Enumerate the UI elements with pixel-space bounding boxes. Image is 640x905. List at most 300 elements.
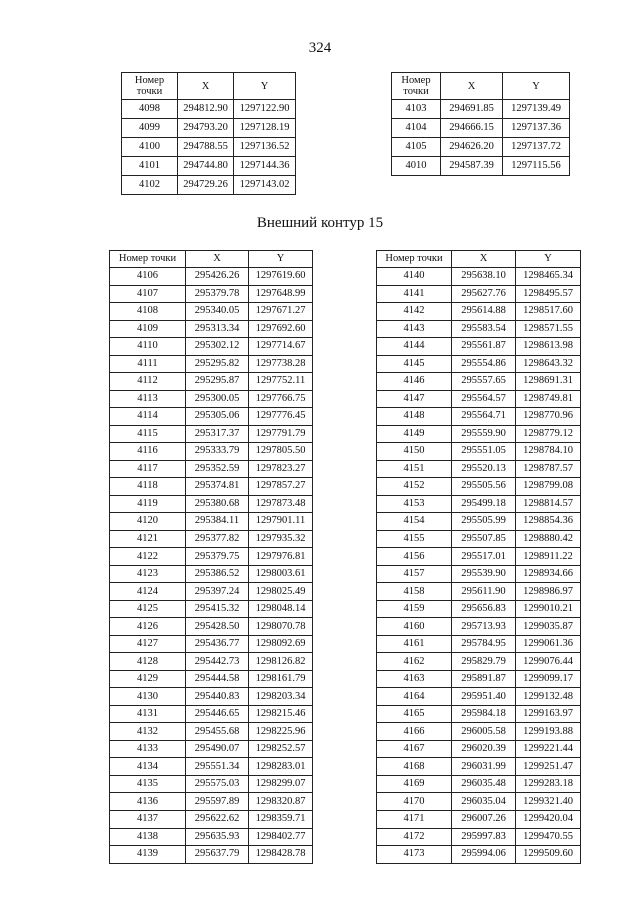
y-cell: 1297648.99 bbox=[249, 285, 313, 303]
table-row bbox=[110, 723, 313, 741]
point-number-cell: 4133 bbox=[110, 740, 186, 758]
table-row bbox=[110, 793, 313, 811]
y-cell: 1297136.52 bbox=[234, 138, 296, 157]
y-cell: 1297766.75 bbox=[249, 390, 313, 408]
table-row bbox=[110, 285, 313, 303]
point-number-cell: 4136 bbox=[110, 793, 186, 811]
y-cell: 1298126.82 bbox=[249, 653, 313, 671]
x-cell: 295379.75 bbox=[186, 548, 249, 566]
x-cell: 295637.79 bbox=[186, 846, 249, 864]
point-number-cell: 4109 bbox=[110, 320, 186, 338]
point-number-cell: 4141 bbox=[377, 285, 452, 303]
y-cell: 1298691.31 bbox=[516, 373, 581, 391]
y-cell: 1297873.48 bbox=[249, 495, 313, 513]
y-cell: 1297976.81 bbox=[249, 548, 313, 566]
y-cell: 1297791.79 bbox=[249, 425, 313, 443]
x-cell: 295305.06 bbox=[186, 408, 249, 426]
point-number-header: Номер точки bbox=[122, 73, 178, 100]
y-cell: 1298799.08 bbox=[516, 478, 581, 496]
table-row bbox=[377, 583, 581, 601]
table-row bbox=[110, 740, 313, 758]
y-cell: 1297619.60 bbox=[249, 268, 313, 286]
point-number-cell: 4115 bbox=[110, 425, 186, 443]
point-number-cell: 4149 bbox=[377, 425, 452, 443]
y-cell: 1298787.57 bbox=[516, 460, 581, 478]
y-cell: 1299010.21 bbox=[516, 600, 581, 618]
point-number-cell: 4154 bbox=[377, 513, 452, 531]
y-cell: 1299470.55 bbox=[516, 828, 581, 846]
y-cell: 1298025.49 bbox=[249, 583, 313, 601]
y-cell: 1298517.60 bbox=[516, 303, 581, 321]
point-number-header: Номер точки bbox=[110, 251, 186, 268]
x-cell: 295490.07 bbox=[186, 740, 249, 758]
x-cell: 295517.01 bbox=[452, 548, 516, 566]
x-cell: 295352.59 bbox=[186, 460, 249, 478]
y-cell: 1298770.96 bbox=[516, 408, 581, 426]
point-number-cell: 4122 bbox=[110, 548, 186, 566]
y-cell: 1298203.34 bbox=[249, 688, 313, 706]
y-cell: 1299061.36 bbox=[516, 635, 581, 653]
point-number-cell: 4162 bbox=[377, 653, 452, 671]
section-title: Внешний контур 15 bbox=[256, 215, 384, 231]
x-cell: 295340.05 bbox=[186, 303, 249, 321]
x-cell: 296005.58 bbox=[452, 723, 516, 741]
y-cell: 1297805.50 bbox=[249, 443, 313, 461]
x-cell: 295505.99 bbox=[452, 513, 516, 531]
y-cell: 1298359.71 bbox=[249, 810, 313, 828]
table-row bbox=[377, 565, 581, 583]
table-row bbox=[110, 846, 313, 864]
point-number-cell: 4172 bbox=[377, 828, 452, 846]
point-number-cell: 4132 bbox=[110, 723, 186, 741]
table-row bbox=[110, 443, 313, 461]
y-cell: 1297144.36 bbox=[234, 157, 296, 176]
table-row bbox=[377, 355, 581, 373]
table-row bbox=[122, 100, 296, 119]
point-number-cell: 4144 bbox=[377, 338, 452, 356]
x-cell: 295436.77 bbox=[186, 635, 249, 653]
point-number-cell: 4111 bbox=[110, 355, 186, 373]
point-number-cell: 4131 bbox=[110, 705, 186, 723]
x-cell: 296020.39 bbox=[452, 740, 516, 758]
point-number-cell: 4113 bbox=[110, 390, 186, 408]
x-cell: 295415.32 bbox=[186, 600, 249, 618]
x-cell: 295444.58 bbox=[186, 670, 249, 688]
x-cell: 295377.82 bbox=[186, 530, 249, 548]
table-row bbox=[110, 268, 313, 286]
point-number-cell: 4148 bbox=[377, 408, 452, 426]
x-cell: 295397.24 bbox=[186, 583, 249, 601]
y-cell: 1298934.66 bbox=[516, 565, 581, 583]
table-row bbox=[122, 157, 296, 176]
point-number-header: Номер точки bbox=[392, 73, 441, 100]
y-cell: 1297137.72 bbox=[503, 138, 570, 157]
point-number-cell: 4119 bbox=[110, 495, 186, 513]
point-number-cell: 4102 bbox=[122, 176, 178, 195]
y-cell: 1297738.28 bbox=[249, 355, 313, 373]
x-cell: 295317.37 bbox=[186, 425, 249, 443]
y-cell: 1298571.55 bbox=[516, 320, 581, 338]
table-row bbox=[110, 775, 313, 793]
point-number-cell: 4147 bbox=[377, 390, 452, 408]
point-number-cell: 4169 bbox=[377, 775, 452, 793]
point-number-cell: 4167 bbox=[377, 740, 452, 758]
x-cell: 294788.55 bbox=[178, 138, 234, 157]
x-cell: 295333.79 bbox=[186, 443, 249, 461]
x-cell: 294626.20 bbox=[441, 138, 503, 157]
x-cell: 295559.90 bbox=[452, 425, 516, 443]
point-number-cell: 4143 bbox=[377, 320, 452, 338]
y-cell: 1298814.57 bbox=[516, 495, 581, 513]
y-cell: 1298252.57 bbox=[249, 740, 313, 758]
x-cell: 295561.87 bbox=[452, 338, 516, 356]
point-number-cell: 4137 bbox=[110, 810, 186, 828]
table-row bbox=[377, 600, 581, 618]
table-row bbox=[377, 408, 581, 426]
table-row bbox=[377, 705, 581, 723]
table-row bbox=[377, 828, 581, 846]
x-cell: 294744.80 bbox=[178, 157, 234, 176]
point-number-cell: 4127 bbox=[110, 635, 186, 653]
point-number-cell: 4166 bbox=[377, 723, 452, 741]
point-number-cell: 4134 bbox=[110, 758, 186, 776]
x-cell: 296035.48 bbox=[452, 775, 516, 793]
x-header: X bbox=[452, 251, 516, 268]
x-cell: 294729.26 bbox=[178, 176, 234, 195]
x-cell: 295442.73 bbox=[186, 653, 249, 671]
table-row bbox=[377, 635, 581, 653]
y-cell: 1299035.87 bbox=[516, 618, 581, 636]
table-row bbox=[377, 653, 581, 671]
y-cell: 1298225.96 bbox=[249, 723, 313, 741]
y-cell: 1298854.36 bbox=[516, 513, 581, 531]
x-cell: 295440.83 bbox=[186, 688, 249, 706]
y-cell: 1297128.19 bbox=[234, 119, 296, 138]
y-cell: 1298613.98 bbox=[516, 338, 581, 356]
table-row bbox=[377, 460, 581, 478]
table-row bbox=[110, 688, 313, 706]
y-cell: 1298215.46 bbox=[249, 705, 313, 723]
point-number-cell: 4103 bbox=[392, 100, 441, 119]
table-row bbox=[377, 723, 581, 741]
y-header: Y bbox=[249, 251, 313, 268]
x-header: X bbox=[186, 251, 249, 268]
x-cell: 295446.65 bbox=[186, 705, 249, 723]
x-cell: 295300.05 bbox=[186, 390, 249, 408]
y-cell: 1298779.12 bbox=[516, 425, 581, 443]
x-cell: 295557.65 bbox=[452, 373, 516, 391]
y-cell: 1299420.04 bbox=[516, 810, 581, 828]
table-row bbox=[110, 390, 313, 408]
x-cell: 295627.76 bbox=[452, 285, 516, 303]
table-row bbox=[377, 303, 581, 321]
x-cell: 295520.13 bbox=[452, 460, 516, 478]
y-cell: 1297139.49 bbox=[503, 100, 570, 119]
point-number-cell: 4117 bbox=[110, 460, 186, 478]
y-cell: 1299321.40 bbox=[516, 793, 581, 811]
point-number-cell: 4163 bbox=[377, 670, 452, 688]
x-cell: 295994.06 bbox=[452, 846, 516, 864]
x-cell: 295614.88 bbox=[452, 303, 516, 321]
y-cell: 1298784.10 bbox=[516, 443, 581, 461]
y-cell: 1297714.67 bbox=[249, 338, 313, 356]
x-cell: 295455.68 bbox=[186, 723, 249, 741]
table-row bbox=[377, 618, 581, 636]
point-number-cell: 4123 bbox=[110, 565, 186, 583]
table-row bbox=[377, 373, 581, 391]
x-cell: 295499.18 bbox=[452, 495, 516, 513]
x-cell: 295597.89 bbox=[186, 793, 249, 811]
x-cell: 295539.90 bbox=[452, 565, 516, 583]
table-row bbox=[110, 705, 313, 723]
table-row bbox=[110, 583, 313, 601]
table-row bbox=[110, 670, 313, 688]
point-number-cell: 4010 bbox=[392, 157, 441, 176]
table-row bbox=[110, 338, 313, 356]
x-cell: 296007.26 bbox=[452, 810, 516, 828]
x-cell: 296031.99 bbox=[452, 758, 516, 776]
y-cell: 1297776.45 bbox=[249, 408, 313, 426]
y-cell: 1299509.60 bbox=[516, 846, 581, 864]
header-row bbox=[392, 73, 570, 100]
point-number-cell: 4145 bbox=[377, 355, 452, 373]
table-row bbox=[110, 758, 313, 776]
point-number-cell: 4125 bbox=[110, 600, 186, 618]
point-number-cell: 4168 bbox=[377, 758, 452, 776]
contour-left-table bbox=[109, 250, 313, 864]
y-cell: 1298003.61 bbox=[249, 565, 313, 583]
x-cell: 295575.03 bbox=[186, 775, 249, 793]
x-cell: 295384.11 bbox=[186, 513, 249, 531]
table-row bbox=[392, 119, 570, 138]
table-row bbox=[377, 530, 581, 548]
header-row bbox=[122, 73, 296, 100]
x-cell: 295295.82 bbox=[186, 355, 249, 373]
point-number-cell: 4116 bbox=[110, 443, 186, 461]
table-row bbox=[110, 303, 313, 321]
point-number-cell: 4152 bbox=[377, 478, 452, 496]
table-row bbox=[110, 408, 313, 426]
table-row bbox=[122, 176, 296, 195]
table-row bbox=[377, 513, 581, 531]
x-cell: 294793.20 bbox=[178, 119, 234, 138]
point-number-cell: 4114 bbox=[110, 408, 186, 426]
point-number-cell: 4104 bbox=[392, 119, 441, 138]
point-number-cell: 4153 bbox=[377, 495, 452, 513]
x-cell: 295713.93 bbox=[452, 618, 516, 636]
point-number-cell: 4155 bbox=[377, 530, 452, 548]
point-number-cell: 4173 bbox=[377, 846, 452, 864]
x-cell: 295505.56 bbox=[452, 478, 516, 496]
x-cell: 295784.95 bbox=[452, 635, 516, 653]
x-cell: 295583.54 bbox=[452, 320, 516, 338]
table-row bbox=[377, 478, 581, 496]
y-header: Y bbox=[234, 73, 296, 100]
x-cell: 295302.12 bbox=[186, 338, 249, 356]
point-number-cell: 4118 bbox=[110, 478, 186, 496]
point-number-cell: 4161 bbox=[377, 635, 452, 653]
table-row bbox=[377, 268, 581, 286]
y-header: Y bbox=[516, 251, 581, 268]
y-cell: 1299099.17 bbox=[516, 670, 581, 688]
point-number-cell: 4164 bbox=[377, 688, 452, 706]
point-number-cell: 4138 bbox=[110, 828, 186, 846]
x-cell: 295507.85 bbox=[452, 530, 516, 548]
point-number-cell: 4100 bbox=[122, 138, 178, 157]
table-row bbox=[122, 138, 296, 157]
x-cell: 295313.34 bbox=[186, 320, 249, 338]
point-number-cell: 4146 bbox=[377, 373, 452, 391]
x-cell: 295379.78 bbox=[186, 285, 249, 303]
header-row bbox=[377, 251, 581, 268]
table-row bbox=[377, 758, 581, 776]
x-cell: 295554.86 bbox=[452, 355, 516, 373]
table-row bbox=[377, 495, 581, 513]
table-row bbox=[377, 670, 581, 688]
x-cell: 295656.83 bbox=[452, 600, 516, 618]
point-number-cell: 4160 bbox=[377, 618, 452, 636]
table-row bbox=[110, 320, 313, 338]
x-cell: 295829.79 bbox=[452, 653, 516, 671]
point-number-cell: 4110 bbox=[110, 338, 186, 356]
y-cell: 1299076.44 bbox=[516, 653, 581, 671]
y-cell: 1298283.01 bbox=[249, 758, 313, 776]
table-row bbox=[110, 460, 313, 478]
x-header: X bbox=[441, 73, 503, 100]
point-number-cell: 4157 bbox=[377, 565, 452, 583]
y-cell: 1298402.77 bbox=[249, 828, 313, 846]
y-cell: 1297901.11 bbox=[249, 513, 313, 531]
y-cell: 1299193.88 bbox=[516, 723, 581, 741]
table-row bbox=[110, 355, 313, 373]
y-cell: 1297752.11 bbox=[249, 373, 313, 391]
table-row bbox=[392, 157, 570, 176]
point-number-cell: 4165 bbox=[377, 705, 452, 723]
point-number-cell: 4105 bbox=[392, 138, 441, 157]
table-row bbox=[110, 828, 313, 846]
y-cell: 1299221.44 bbox=[516, 740, 581, 758]
y-header: Y bbox=[503, 73, 570, 100]
table-row bbox=[377, 810, 581, 828]
point-number-cell: 4128 bbox=[110, 653, 186, 671]
table-row bbox=[377, 425, 581, 443]
y-cell: 1298070.78 bbox=[249, 618, 313, 636]
x-cell: 295635.93 bbox=[186, 828, 249, 846]
y-cell: 1297122.90 bbox=[234, 100, 296, 119]
point-number-cell: 4126 bbox=[110, 618, 186, 636]
x-cell: 294812.90 bbox=[178, 100, 234, 119]
y-cell: 1298749.81 bbox=[516, 390, 581, 408]
x-cell: 295638.10 bbox=[452, 268, 516, 286]
x-header: X bbox=[178, 73, 234, 100]
point-number-cell: 4120 bbox=[110, 513, 186, 531]
y-cell: 1298643.32 bbox=[516, 355, 581, 373]
y-cell: 1297857.27 bbox=[249, 478, 313, 496]
x-cell: 295984.18 bbox=[452, 705, 516, 723]
y-cell: 1298092.69 bbox=[249, 635, 313, 653]
point-number-cell: 4121 bbox=[110, 530, 186, 548]
point-number-cell: 4171 bbox=[377, 810, 452, 828]
x-cell: 295551.34 bbox=[186, 758, 249, 776]
point-number-cell: 4099 bbox=[122, 119, 178, 138]
point-number-header: Номер точки bbox=[377, 251, 452, 268]
point-number-cell: 4139 bbox=[110, 846, 186, 864]
y-cell: 1298320.87 bbox=[249, 793, 313, 811]
point-number-cell: 4106 bbox=[110, 268, 186, 286]
page-number: 324 bbox=[308, 40, 332, 56]
x-cell: 295564.57 bbox=[452, 390, 516, 408]
x-cell: 295564.71 bbox=[452, 408, 516, 426]
table-row bbox=[377, 390, 581, 408]
x-cell: 295426.26 bbox=[186, 268, 249, 286]
table-row bbox=[377, 740, 581, 758]
y-cell: 1298495.57 bbox=[516, 285, 581, 303]
table-row bbox=[110, 810, 313, 828]
y-cell: 1299251.47 bbox=[516, 758, 581, 776]
x-cell: 294691.85 bbox=[441, 100, 503, 119]
y-cell: 1298048.14 bbox=[249, 600, 313, 618]
point-number-cell: 4101 bbox=[122, 157, 178, 176]
table-row bbox=[377, 443, 581, 461]
point-number-cell: 4124 bbox=[110, 583, 186, 601]
x-cell: 296035.04 bbox=[452, 793, 516, 811]
point-number-cell: 4135 bbox=[110, 775, 186, 793]
table-row bbox=[392, 138, 570, 157]
x-cell: 295380.68 bbox=[186, 495, 249, 513]
y-cell: 1297137.36 bbox=[503, 119, 570, 138]
y-cell: 1298911.22 bbox=[516, 548, 581, 566]
table-row bbox=[377, 548, 581, 566]
table-row bbox=[110, 513, 313, 531]
table-row bbox=[110, 530, 313, 548]
point-number-cell: 4098 bbox=[122, 100, 178, 119]
y-cell: 1297935.32 bbox=[249, 530, 313, 548]
point-number-cell: 4112 bbox=[110, 373, 186, 391]
table-row bbox=[110, 425, 313, 443]
table-row bbox=[377, 846, 581, 864]
table-row bbox=[110, 373, 313, 391]
header-row bbox=[110, 251, 313, 268]
table-row bbox=[122, 119, 296, 138]
table-row bbox=[377, 793, 581, 811]
y-cell: 1297692.60 bbox=[249, 320, 313, 338]
y-cell: 1297671.27 bbox=[249, 303, 313, 321]
top-left-table bbox=[121, 72, 296, 195]
x-cell: 295997.83 bbox=[452, 828, 516, 846]
table-row bbox=[110, 565, 313, 583]
contour-right-table bbox=[376, 250, 581, 864]
x-cell: 295295.87 bbox=[186, 373, 249, 391]
x-cell: 295386.52 bbox=[186, 565, 249, 583]
point-number-cell: 4142 bbox=[377, 303, 452, 321]
point-number-cell: 4130 bbox=[110, 688, 186, 706]
table-row bbox=[110, 618, 313, 636]
point-number-cell: 4158 bbox=[377, 583, 452, 601]
x-cell: 295551.05 bbox=[452, 443, 516, 461]
x-cell: 295622.62 bbox=[186, 810, 249, 828]
point-number-cell: 4129 bbox=[110, 670, 186, 688]
table-row bbox=[377, 688, 581, 706]
point-number-cell: 4156 bbox=[377, 548, 452, 566]
table-row bbox=[377, 775, 581, 793]
table-row bbox=[377, 285, 581, 303]
top-right-table bbox=[391, 72, 570, 176]
y-cell: 1297143.02 bbox=[234, 176, 296, 195]
y-cell: 1298299.07 bbox=[249, 775, 313, 793]
y-cell: 1299283.18 bbox=[516, 775, 581, 793]
x-cell: 295611.90 bbox=[452, 583, 516, 601]
y-cell: 1298880.42 bbox=[516, 530, 581, 548]
